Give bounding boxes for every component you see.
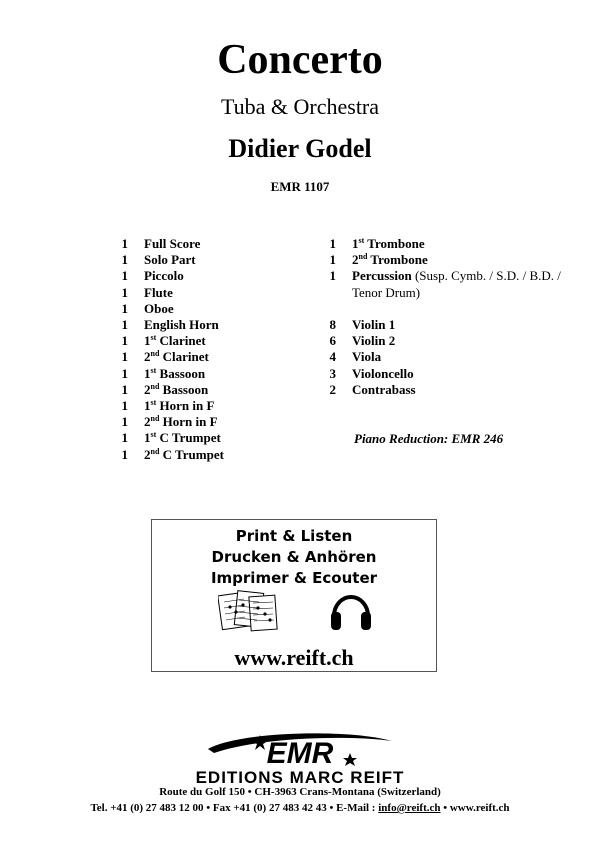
list-item bbox=[316, 252, 576, 268]
part-qty: 1 bbox=[121, 349, 128, 365]
list-item bbox=[108, 349, 308, 365]
part-qty: 1 bbox=[121, 252, 128, 268]
part-name: Violoncello bbox=[352, 365, 414, 381]
part-name: 2nd Horn in F bbox=[144, 414, 218, 430]
part-qty: 4 bbox=[329, 349, 336, 365]
part-name: 2nd Clarinet bbox=[144, 349, 209, 365]
part-qty: 1 bbox=[121, 365, 128, 381]
list-item bbox=[316, 349, 576, 365]
part-name: Violin 2 bbox=[352, 333, 396, 349]
list-item bbox=[108, 317, 308, 333]
headphones-icon bbox=[328, 586, 374, 634]
subtitle: Tuba & Orchestra bbox=[220, 94, 380, 119]
promo-line-3: Imprimer & Ecouter bbox=[210, 569, 378, 587]
list-item bbox=[108, 447, 308, 463]
part-qty: 1 bbox=[121, 398, 128, 414]
percussion-note-cont: Tenor Drum) bbox=[352, 284, 421, 300]
parts-list-left bbox=[108, 236, 308, 463]
part-name: Piccolo bbox=[144, 268, 184, 284]
logo-text: EMR bbox=[266, 737, 334, 770]
part-qty: 1 bbox=[121, 446, 128, 462]
part-qty: 1 bbox=[121, 430, 128, 446]
catalog-number: EMR 1107 bbox=[270, 179, 330, 194]
part-name: Oboe bbox=[144, 300, 174, 316]
list-item bbox=[108, 285, 308, 301]
part-name: 2nd Bassoon bbox=[144, 381, 209, 397]
list-item bbox=[108, 398, 308, 414]
contact-line: Tel. +41 (0) 27 483 12 00 • Fax +41 (0) 27 483 42 43 • E-Mail : info@reift.ch • www.reift.ch bbox=[90, 802, 510, 814]
list-item-percussion bbox=[316, 268, 576, 284]
part-qty: 2 bbox=[329, 381, 336, 397]
list-item bbox=[108, 430, 308, 446]
promo-line-2: Drucken & Anhören bbox=[211, 548, 377, 566]
list-item bbox=[316, 382, 576, 398]
part-name: Viola bbox=[352, 349, 382, 365]
website-url[interactable]: www.reift.ch bbox=[234, 645, 354, 670]
part-qty: 6 bbox=[329, 333, 336, 349]
part-name: 1st C Trumpet bbox=[144, 430, 221, 446]
part-qty: 8 bbox=[329, 317, 336, 332]
list-item bbox=[316, 333, 576, 349]
list-item bbox=[108, 252, 308, 268]
part-qty: 1 bbox=[329, 268, 336, 284]
part-name: Solo Part bbox=[144, 252, 196, 268]
part-name: 1st Trombone bbox=[352, 236, 425, 251]
part-name: Flute bbox=[144, 284, 173, 300]
parts-list-right bbox=[316, 236, 576, 398]
part-name: 1st Horn in F bbox=[144, 398, 215, 414]
piano-reduction: Piano Reduction: EMR 246 bbox=[354, 431, 504, 446]
part-qty: 1 bbox=[121, 236, 128, 251]
part-qty: 1 bbox=[121, 317, 128, 333]
promo-line-1: Print & Listen bbox=[235, 527, 353, 545]
part-name: Percussion (Susp. Cymb. / S.D. / B.D. / bbox=[352, 268, 561, 284]
part-qty: 1 bbox=[121, 381, 128, 397]
part-qty: 1 bbox=[121, 414, 128, 430]
part-name: 1st Clarinet bbox=[144, 333, 206, 349]
publisher-name: EDITIONS MARC REIFT bbox=[195, 768, 405, 787]
list-item bbox=[108, 333, 308, 349]
part-qty: 3 bbox=[329, 365, 336, 381]
list-item bbox=[108, 414, 308, 430]
list-item bbox=[316, 236, 576, 252]
list-item bbox=[108, 301, 308, 317]
sheet-music-icon bbox=[218, 590, 280, 634]
list-item bbox=[316, 366, 576, 382]
part-name: 2nd Trombone bbox=[352, 252, 428, 268]
composer: Didier Godel bbox=[228, 134, 372, 163]
list-item bbox=[108, 366, 308, 382]
list-item bbox=[108, 236, 308, 252]
part-name: Violin 1 bbox=[352, 317, 396, 332]
list-item bbox=[108, 268, 308, 284]
list-item bbox=[108, 382, 308, 398]
part-qty: 1 bbox=[329, 252, 336, 268]
title: Concerto bbox=[217, 37, 383, 83]
part-qty: 1 bbox=[329, 236, 336, 251]
part-name: Contrabass bbox=[352, 381, 416, 397]
address: Route du Golf 150 • CH-3963 Crans-Montana (Switzerland) bbox=[159, 786, 441, 798]
part-name: 1st Bassoon bbox=[144, 365, 206, 381]
part-name: English Horn bbox=[144, 317, 219, 333]
part-qty: 1 bbox=[121, 284, 128, 300]
print-listen-box bbox=[151, 519, 437, 672]
list-item bbox=[316, 317, 576, 333]
part-qty: 1 bbox=[121, 300, 128, 316]
email-link[interactable]: info@reift.ch bbox=[378, 802, 441, 814]
part-name: 2nd C Trumpet bbox=[144, 446, 224, 462]
part-qty: 1 bbox=[121, 268, 128, 284]
part-qty: 1 bbox=[121, 333, 128, 349]
part-name: Full Score bbox=[144, 236, 201, 251]
